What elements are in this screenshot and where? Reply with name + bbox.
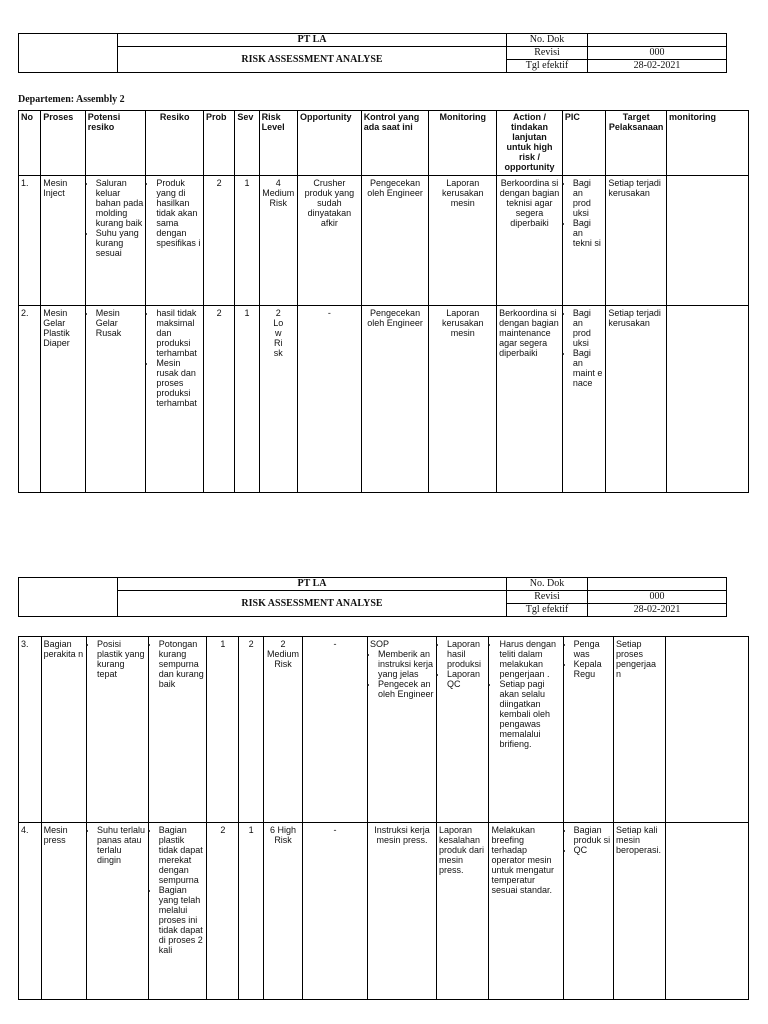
row-potensi <box>85 306 146 493</box>
row-proses: Mesin press <box>41 823 86 1000</box>
table-row <box>19 637 749 823</box>
col-no: No <box>19 111 41 176</box>
row-kontrol: Pengecekan oleh Engineer <box>361 176 429 306</box>
table-row <box>19 823 749 1000</box>
row-proses: Mesin Gelar Plastik Diaper <box>41 306 85 493</box>
row-risk-level <box>259 306 297 493</box>
col-opportunity: Opportunity <box>298 111 362 176</box>
col-potensi-resiko: Potensi resiko <box>85 111 146 176</box>
list-item: • Bagi an prod uksi <box>573 178 603 218</box>
col-sev: Sev <box>235 111 259 176</box>
header-logo-cell <box>19 578 118 617</box>
row-monitoring: Laporan kesalahan produk dari mesin press. <box>436 823 489 1000</box>
tgl-efektif-label: Tgl efektif <box>507 604 588 617</box>
tgl-efektif-value: 28-02-2021 <box>588 60 727 73</box>
row-no: 2. <box>19 306 41 493</box>
row-monitoring-2 <box>665 637 749 823</box>
table-row <box>19 306 749 493</box>
col-proses: Proses <box>41 111 85 176</box>
header-logo-cell <box>19 34 118 73</box>
tgl-efektif-value: 28-02-2021 <box>588 604 727 617</box>
row-kontrol: Pengecekan oleh Engineer <box>361 306 429 493</box>
list-item: • Bagi an prod uksi <box>573 308 603 348</box>
row-action: Melakukan breefing terhadap operator mesin untuk mengatur temperatur sesuai standar. <box>489 823 563 1000</box>
row-sev: 2 <box>239 637 264 823</box>
list-item: • Memberik an instruksi kerja yang jelas <box>378 649 434 679</box>
revisi-value: 000 <box>588 47 727 60</box>
row-prob: 1 <box>207 637 239 823</box>
no-dok-label: No. Dok <box>507 578 588 591</box>
row-potensi <box>86 823 148 1000</box>
row-resiko <box>146 306 204 493</box>
col-resiko: Resiko <box>146 111 204 176</box>
list-item: • Mesin rusak dan proses produksi terhambat <box>156 358 201 408</box>
list-item: • Penga was <box>574 639 611 659</box>
list-item: • QC <box>574 845 611 855</box>
department-label: Departemen: Assembly 2 <box>18 94 125 105</box>
row-target: Setiap proses pengerjaa n <box>614 637 665 823</box>
list-item: • Kepala Regu <box>574 659 611 679</box>
row-no: 3. <box>19 637 42 823</box>
row-opportunity: - <box>303 637 368 823</box>
list-item: • hasil tidak maksimal dan produksi terhambat <box>156 308 201 358</box>
row-proses: Bagian perakita n <box>41 637 86 823</box>
table-header-row <box>19 111 749 176</box>
row-monitoring-2 <box>665 823 749 1000</box>
row-monitoring-2 <box>667 176 749 306</box>
row-opportunity: - <box>298 306 362 493</box>
list-item: • Harus dengan teliti dalam melakukan pengerjaan . <box>499 639 560 679</box>
list-item: • Saluran keluar bahan pada molding kurang baik <box>96 178 144 228</box>
row-kontrol <box>367 637 436 823</box>
row-kontrol: Instruksi kerja mesin press. <box>367 823 436 1000</box>
row-no: 4. <box>19 823 42 1000</box>
row-prob: 2 <box>207 823 239 1000</box>
list-item: • Laporan QC <box>447 669 487 689</box>
col-prob: Prob <box>204 111 235 176</box>
row-pic <box>563 823 613 1000</box>
table-row <box>19 176 749 306</box>
document-header-2 <box>18 577 727 617</box>
list-item: • Bagi an maint e nace <box>573 348 603 388</box>
row-sev: 1 <box>239 823 264 1000</box>
row-pic <box>562 176 605 306</box>
list-item: • Pengecek an oleh Engineer <box>378 679 434 699</box>
risk-table-1 <box>18 110 749 493</box>
row-target: Setiap terjadi kerusakan <box>606 176 667 306</box>
list-item: • Bagian produk si <box>574 825 611 845</box>
row-monitoring: Laporan kerusakan mesin <box>429 306 497 493</box>
list-item: • Posisi plastik yang kurang tepat <box>97 639 146 679</box>
row-monitoring: Laporan kerusakan mesin <box>429 176 497 306</box>
row-monitoring <box>436 637 489 823</box>
row-opportunity: - <box>303 823 368 1000</box>
list-item: • Bagi an tekni si <box>573 218 603 248</box>
row-resiko <box>148 637 207 823</box>
list-item: • Bagian plastik tidak dapat merekat dengan sempurna <box>159 825 205 885</box>
no-dok-value <box>588 578 727 591</box>
revisi-label: Revisi <box>507 47 588 60</box>
doc-title: RISK ASSESSMENT ANALYSE <box>118 591 507 617</box>
revisi-label: Revisi <box>507 591 588 604</box>
row-risk-level: 2 Medium Risk <box>264 637 303 823</box>
row-sev: 1 <box>235 306 259 493</box>
col-kontrol: Kontrol yang ada saat ini <box>361 111 429 176</box>
row-opportunity: Crusher produk yang sudah dinyatakan afkir <box>298 176 362 306</box>
revisi-value: 000 <box>588 591 727 604</box>
no-dok-label: No. Dok <box>507 34 588 47</box>
col-pic: PIC <box>562 111 605 176</box>
row-action: Berkoordina si dengan bagian teknisi agar segera diperbaiki <box>497 176 563 306</box>
row-sev: 1 <box>235 176 259 306</box>
list-item: • Setiap pagi akan selalu diingatkan kembali oleh pengawas memalalui brifieng. <box>499 679 560 749</box>
row-resiko <box>148 823 207 1000</box>
row-action <box>489 637 563 823</box>
row-pic <box>562 306 605 493</box>
row-target: Setiap terjadi kerusakan <box>606 306 667 493</box>
row-proses: Mesin Inject <box>41 176 85 306</box>
kontrol-title: SOP <box>369 639 389 649</box>
list-item: • Suhu terlalu panas atau terlalu dingin <box>97 825 146 865</box>
row-target: Setiap kali mesin beroperasi. <box>614 823 665 1000</box>
list-item: • Produk yang di hasilkan tidak akan sama dengan spesifikas i <box>156 178 201 248</box>
row-prob: 2 <box>204 176 235 306</box>
row-no: 1. <box>19 176 41 306</box>
col-monitoring: Monitoring <box>429 111 497 176</box>
row-prob: 2 <box>204 306 235 493</box>
col-risk-level: Risk Level <box>259 111 297 176</box>
list-item: • Mesin Gelar Rusak <box>96 308 144 338</box>
row-potensi <box>86 637 148 823</box>
row-risk-level: 6 High Risk <box>264 823 303 1000</box>
doc-title: RISK ASSESSMENT ANALYSE <box>118 47 507 73</box>
row-action: Berkoordina si dengan bagian maintenance agar segera diperbaiki <box>497 306 563 493</box>
col-action: Action / tindakan lanjutan untuk high risk / opportunity <box>497 111 563 176</box>
row-pic <box>563 637 613 823</box>
list-item: • Suhu yang kurang sesuai <box>96 228 144 258</box>
row-monitoring-2 <box>667 306 749 493</box>
col-monitoring-2: monitoring <box>667 111 749 176</box>
risk-table-2 <box>18 636 749 1000</box>
row-resiko <box>146 176 204 306</box>
risk-level-text: 2 Lo w Ri sk <box>273 308 284 358</box>
row-risk-level: 4 Medium Risk <box>259 176 297 306</box>
company-name: PT LA <box>118 578 507 591</box>
document-header-1 <box>18 33 727 73</box>
list-item: • Potongan kurang sempurna dan kurang baik <box>159 639 205 689</box>
col-target: Target Pelaksanaan <box>606 111 667 176</box>
list-item: • Laporan hasil produksi <box>447 639 487 669</box>
no-dok-value <box>588 34 727 47</box>
list-item: • Bagian yang telah melalui proses ini tidak dapat di proses 2 kali <box>159 885 205 955</box>
row-potensi <box>85 176 146 306</box>
company-name: PT LA <box>118 34 507 47</box>
tgl-efektif-label: Tgl efektif <box>507 60 588 73</box>
